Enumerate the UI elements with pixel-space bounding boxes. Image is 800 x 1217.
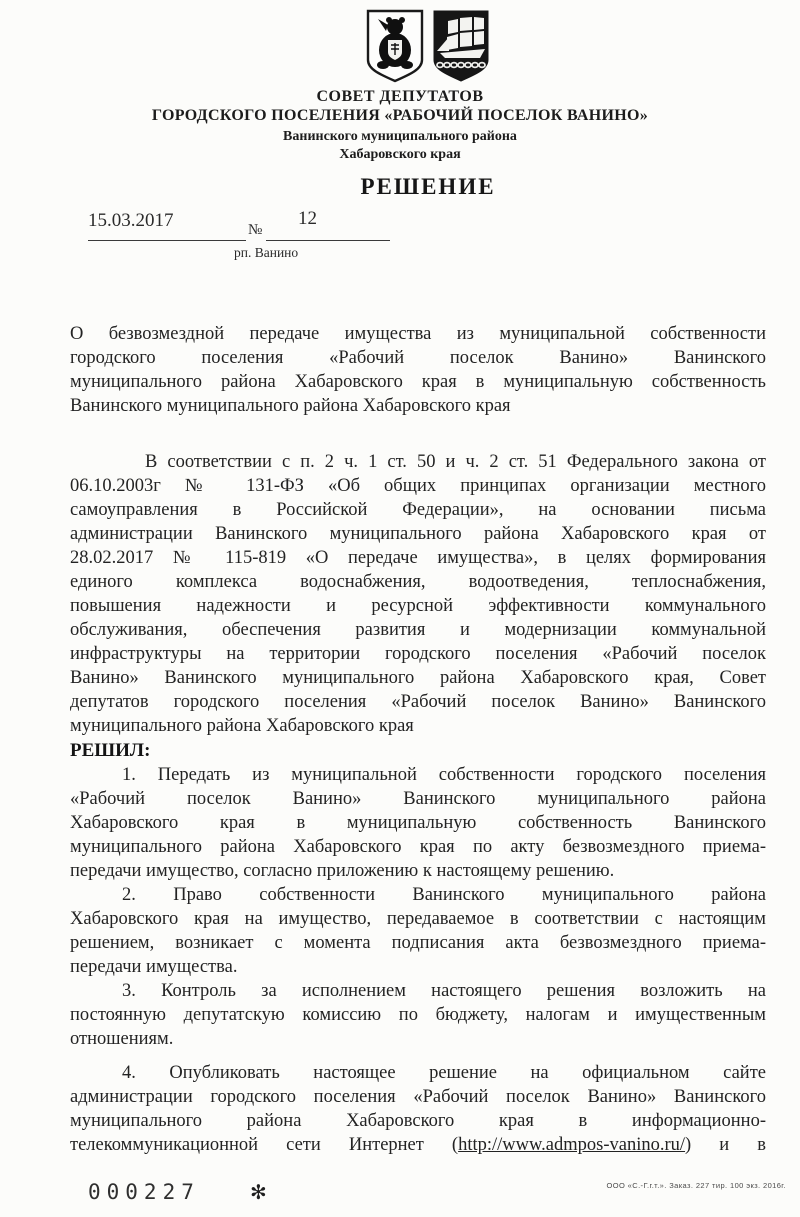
text-line: «Рабочий поселок Ванино» Ванинского муниципального района — [70, 789, 766, 809]
copy-number-stamp: 000227 — [88, 1180, 200, 1204]
text-line: администрации Ванинского муниципального района Хабаровского края от — [70, 524, 766, 544]
org-name-line-1: СОВЕТ ДЕПУТАТОВ — [316, 88, 484, 105]
text-line: депутатов городского поселения «Рабочий поселок Ванино» Ванинского — [70, 692, 766, 712]
text-line: муниципального района Хабаровского края по акту безвозмездного приема- — [70, 837, 766, 857]
text-line: 06.10.2003г № 131-ФЗ «Об общих принципах организации местного — [70, 476, 766, 496]
number-sign: № — [248, 222, 263, 238]
doc-number: 12 — [298, 208, 317, 229]
resolution-item-3 — [70, 979, 766, 1051]
text-line: Ванинского муниципального района Хабаровского края — [70, 396, 511, 416]
text-line: городского поселения «Рабочий поселок Ванино» Ванинского — [70, 348, 766, 368]
text-line: Хабаровского края на имущество, передаваемое в соответствии с настоящим — [70, 909, 766, 929]
date-underline — [88, 240, 246, 241]
resolved-heading: РЕШИЛ: — [70, 740, 151, 761]
resolution-item-2 — [70, 883, 766, 979]
text-line: Ванино» Ванинского муниципального района Хабаровского края, Совет — [70, 668, 766, 688]
text-line: О безвозмездной передаче имущества из муниципальной собственности — [70, 324, 766, 344]
doc-date: 15.03.2017 — [88, 210, 174, 231]
asterisk-stamp-icon: ✻ — [250, 1180, 267, 1204]
text-line: муниципального района Хабаровского края в информационно- — [70, 1111, 766, 1131]
text-line: В соответствии с п. 2 ч. 1 ст. 50 и ч. 2 ст. 51 Федерального закона от — [145, 452, 766, 472]
doc-type-title: РЕШЕНИЕ — [360, 174, 496, 199]
text-line: 1. Передать из муниципальной собственности городского поселения — [122, 765, 766, 785]
text-line: самоуправления в Российской Федерации», на основании письма — [70, 500, 766, 520]
url-line-prefix: телекоммуникационной сети Интернет ( — [70, 1135, 459, 1155]
text-line: Хабаровского края в муниципальную собственность Ванинского — [70, 813, 766, 833]
text-line: обслуживания, обеспечения развития и модернизации коммунальной — [70, 620, 766, 640]
text-line: решением, возникает с момента подписания акта безвозмездного приема- — [70, 933, 766, 953]
print-shop-info: ООО «С.-Г.г.т.». Заказ. 227 тир. 100 экз. 2016г. — [606, 1181, 786, 1190]
khabarovsk-krai-emblem-icon — [364, 8, 426, 84]
text-line: администрации городского поселения «Рабочий поселок Ванино» Ванинского — [70, 1087, 766, 1107]
org-name-line-3: Ванинского муниципального района — [283, 129, 517, 144]
text-line: 2. Право собственности Ванинского муниципального района — [122, 885, 766, 905]
text-line: 3. Контроль за исполнением настоящего решения возложить на — [122, 981, 766, 1001]
text-line: передачи имущество, согласно приложению к настоящему решению. — [70, 861, 615, 881]
preamble-paragraph — [70, 450, 766, 738]
resolution-item-4 — [70, 1061, 766, 1157]
text-line: инфраструктуры на территории городского поселения «Рабочий поселок — [70, 644, 766, 664]
org-name-line-2: ГОРОДСКОГО ПОСЕЛЕНИЯ «РАБОЧИЙ ПОСЕЛОК ВАНИНО» — [151, 107, 649, 124]
resolution-item-4-lines — [70, 1061, 766, 1133]
text-line: муниципального района Хабаровского края — [70, 716, 414, 736]
text-line: передачи имущества. — [70, 957, 238, 977]
subject-paragraph — [70, 322, 766, 418]
url-line-suffix: ) и в — [685, 1135, 766, 1155]
text-line: 4. Опубликовать настоящее решение на официальном сайте — [122, 1063, 766, 1083]
org-name-line-4: Хабаровского края — [339, 147, 461, 162]
text-line: 28.02.2017 № 115-819 «О передаче имущества», в целях формирования — [70, 548, 766, 568]
text-line: единого комплекса водоснабжения, водоотведения, теплоснабжения, — [70, 572, 766, 592]
text-line: муниципального района Хабаровского края в муниципальную собственность — [70, 372, 766, 392]
text-line: повышения надежности и ресурсной эффективности коммунального — [70, 596, 766, 616]
vanino-ship-emblem-icon — [430, 8, 492, 84]
resolution-item-4-url-line — [70, 1133, 766, 1157]
text-line: постоянную депутатскую комиссию по бюджету, налогам и имущественным — [70, 1005, 766, 1025]
emblems — [364, 8, 492, 84]
resolution-section — [70, 739, 766, 1157]
resolution-item-1 — [70, 763, 766, 883]
text-line: отношениям. — [70, 1029, 174, 1049]
website-link[interactable]: http://www.admpos-vanino.ru/ — [458, 1135, 686, 1155]
number-underline — [266, 240, 390, 241]
doc-place: рп. Ванино — [234, 245, 299, 260]
